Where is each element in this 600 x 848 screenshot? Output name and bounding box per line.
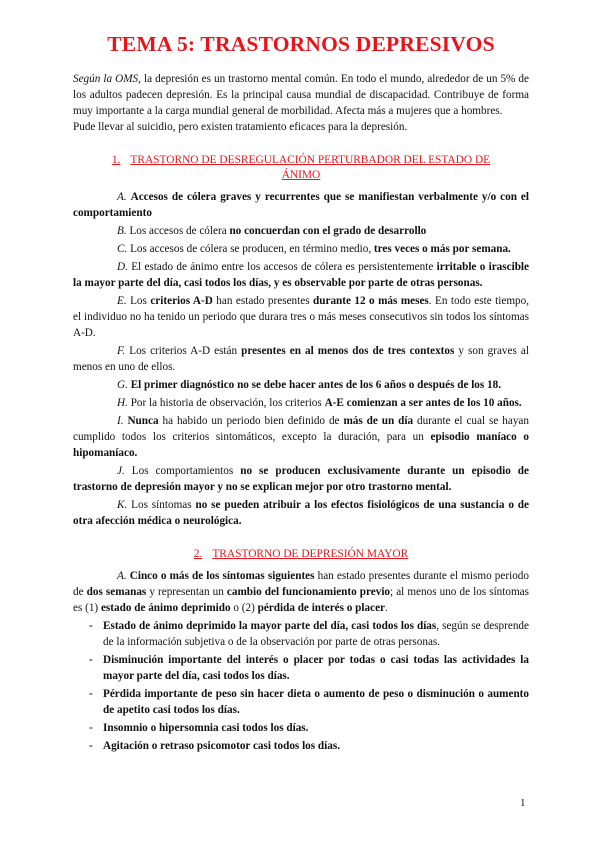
criterion-bold: presentes en al menos dos de tres contextos [241, 345, 455, 357]
bullet-dash: - [89, 688, 93, 700]
section-title-text: TRASTORNO DE DESREGULACIÓN PERTURBADOR DEL ESTADO DE ÁNIMO [130, 154, 491, 181]
section-number: 1. [111, 154, 121, 166]
criterion-bold: no concuerdan con el grado de desarrollo [229, 225, 427, 237]
criterion-letter: H. [117, 397, 128, 409]
criterion-letter: I. [117, 415, 124, 427]
criterion-2a [73, 568, 529, 616]
criterion-text: Los comportamientos [124, 465, 241, 477]
criterion-bold: más de un día [343, 415, 414, 427]
criterion-text: han estado presentes [212, 295, 314, 307]
criterion-bold: no se producen exclusivamente durante un episodio de trastorno de depresión mayor y no se explican mejor por otro trastorno mental. [73, 465, 529, 493]
list-item-text: , según se desprende de la información subjetiva o de la observación por parte de otras personas. [103, 620, 529, 648]
criterion-f [73, 343, 529, 375]
criterion-bold: cambio del funcionamiento previo [226, 586, 391, 598]
section-2-title [111, 547, 491, 562]
list-item-bold: Pérdida importante de peso sin hacer dieta o aumento de peso o disminución o aumento de apetito casi todos los días. [103, 688, 529, 716]
section-1-title [111, 153, 491, 183]
criterion-bold: Nunca [123, 415, 159, 427]
criterion-letter: K. [117, 499, 128, 511]
criterion-bold: no se pueden atribuir a los efectos fisiológicos de una sustancia o de otra afección médica o neurológica. [73, 499, 529, 527]
list-item [73, 738, 529, 754]
section-number: 2. [193, 548, 203, 560]
criterion-text: o (2) [230, 602, 258, 614]
criterion-bold: Accesos de cólera graves y recurrentes que se manifiestan verbalmente y/o con el comportamiento [73, 191, 529, 219]
criterion-text: Los accesos de cólera [126, 225, 230, 237]
list-item [73, 686, 529, 718]
criterion-b [73, 223, 529, 239]
section-title-text: TRASTORNO DE DEPRESIÓN MAYOR [212, 548, 409, 560]
criterion-text: y son graves al menos en uno de ellos. [73, 345, 529, 373]
criterion-text: Los criterios A-D están [125, 345, 242, 357]
criterion-text: ; al menos uno de los síntomas es (1) [73, 586, 529, 614]
list-item [73, 652, 529, 684]
list-item [73, 720, 529, 736]
criterion-bold: durante 12 o más meses [313, 295, 429, 307]
bullet-dash: - [89, 654, 93, 666]
criterion-letter: B. [117, 225, 127, 237]
criterion-e [73, 293, 529, 341]
criterion-letter: E. [117, 295, 127, 307]
list-item-bold: Agitación o retraso psicomotor casi todos los días. [103, 740, 341, 752]
criterion-bold: tres veces o más por semana. [373, 243, 511, 255]
criterion-bold: criterios A-D [150, 295, 213, 307]
criterion-i [73, 413, 529, 461]
criterion-bold: irritable o irascible la mayor parte del día, casi todos los días, y es observable por parte de otras personas. [73, 261, 529, 289]
section-1 [73, 153, 529, 529]
criterion-letter: J. [117, 465, 125, 477]
criterion-text: Los accesos de cólera se producen, en término medio, [127, 243, 374, 255]
intro-paragraph [73, 71, 529, 119]
criterion-text: Por la historia de observación, los criterios [127, 397, 325, 409]
criterion-d [73, 259, 529, 291]
criterion-g [73, 377, 529, 393]
criterion-letter: A. [117, 570, 127, 582]
criterion-k [73, 497, 529, 529]
symptom-list [73, 618, 529, 754]
criterion-j [73, 463, 529, 495]
intro-paragraph-2: Pude llevar al suicidio, pero existen tratamiento eficaces para la depresión. [73, 121, 408, 133]
page-title: TEMA 5: TRASTORNOS DEPRESIVOS [107, 32, 495, 56]
criterion-bold: A-E comienzan a ser antes de los 10 años. [324, 397, 522, 409]
criterion-bold: episodio maníaco o hipomaníaco. [73, 431, 529, 459]
bullet-dash: - [89, 740, 93, 752]
criterion-bold: estado de ánimo deprimido [100, 602, 231, 614]
intro-lead: Según la OMS, [73, 73, 141, 85]
page-number: 1 [520, 797, 526, 809]
criterion-bold: pérdida de interés o placer [257, 602, 386, 614]
criterion-letter: F. [117, 345, 126, 357]
bullet-dash: - [89, 722, 93, 734]
criterion-bold: El primer diagnóstico no se debe hacer antes de los 6 años o después de los 18. [127, 379, 502, 391]
list-item [73, 618, 529, 650]
criterion-c [73, 241, 529, 257]
bullet-dash: - [89, 620, 93, 632]
criterion-text: ha habido un periodo bien definido de [158, 415, 344, 427]
criterion-text: El estado de ánimo entre los accesos de cólera es persistentemente [127, 261, 437, 273]
criterion-letter: A. [117, 191, 127, 203]
criterion-letter: C. [117, 243, 128, 255]
criterion-text: y representan un [146, 586, 227, 598]
criterion-h [73, 395, 529, 411]
intro-text: la depresión es un trastorno mental común. En todo el mundo, alrededor de un 5% de los adultos padecen depresión. Es la principal causa mundial de discapacidad. Contribuye de forma muy importante a la carga mundial general de morbilidad. Afecta más a mujeres que a hombres. [73, 73, 529, 117]
list-item-bold: Insomnio o hipersomnia casi todos los días. [103, 722, 309, 734]
section-2 [73, 547, 529, 754]
criterion-text: durante el cual se hayan cumplido todos los criterios sintomáticos, excepto la duración, para un [73, 415, 529, 443]
document-page [73, 32, 529, 756]
list-item-bold: Estado de ánimo deprimido la mayor parte del día, casi todos los días [103, 620, 437, 632]
criterion-text: Los [126, 295, 151, 307]
criterion-a [73, 189, 529, 221]
intro [73, 71, 529, 135]
list-item-bold: Disminución importante del interés o placer por todas o casi todas las actividades la mayor parte del día, casi todos los días. [103, 654, 529, 682]
criterion-text: Los síntomas [127, 499, 196, 511]
criterion-bold: dos semanas [86, 586, 147, 598]
criterion-letter: D. [117, 261, 128, 273]
criterion-letter: G. [117, 379, 128, 391]
criterion-text: . En todo este tiempo, el individuo no ha tenido un periodo que durara tres o más meses consecutivos sin todos los síntomas A-D. [73, 295, 530, 339]
criterion-text: han estado presentes durante el mismo periodo de [73, 570, 529, 598]
criterion-bold: Cinco o más de los síntomas siguientes [126, 570, 315, 582]
criterion-text: . [385, 602, 388, 614]
